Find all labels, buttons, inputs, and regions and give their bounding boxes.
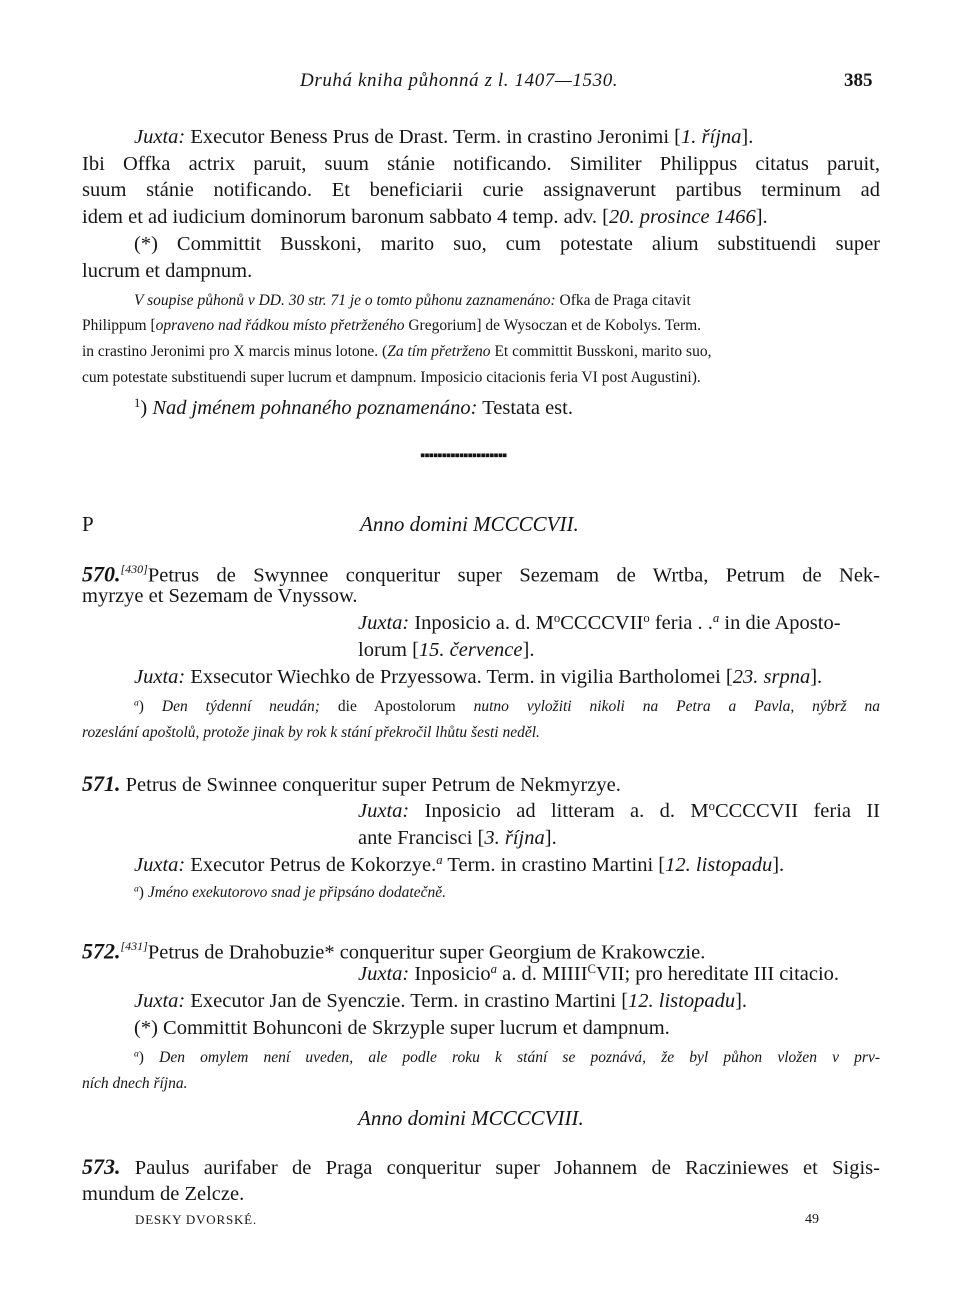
entry-570-juxta-3: Juxta: Exsecutor Wiechko de Przyessowa. Term. in vigilia Bartholomei [23. srpna].: [134, 666, 823, 688]
entry-572-line-1: 572.[431]Petrus de Drahobuzie* conqueritur super Georgium de Krakowczie.: [82, 938, 706, 964]
entry-572-juxta-1: Juxta: Inposicio$^a$ a. d. $MIIII^CVII$; pro hereditate III citacio.: [358, 962, 840, 985]
footnote-1: $^1$) Nad jménem pohnaného poznamenáno: Testata est.: [134, 396, 573, 419]
page-number: 385: [844, 70, 873, 91]
entry-572-number: 572.: [82, 938, 121, 964]
entry-573-line-2: mundum de Zelcze.: [82, 1183, 245, 1205]
block1-line-2: Ibi Offka actrix paruit, suum stánie notificando. Similiter Philippus citatus paruit,: [82, 153, 880, 175]
entry-570-line-2: myrzye et Sezemam de Vnyssow.: [82, 585, 358, 607]
note-line-4: cum potestate substituendi super lucrum et dampnum. Imposicio citacionis feria VI post Augustini).: [82, 369, 701, 386]
entry-570-number: 570.: [82, 561, 121, 587]
section-letter: P: [82, 512, 94, 536]
entry-573-line-1: 573. Paulus aurifaber de Praga conqueritur super Johannem de Racziniewes et Sigis-: [82, 1154, 880, 1179]
section-title-1408: Anno domini MCCCCVIII.: [358, 1106, 584, 1130]
entry-570-juxta-2: lorum [15. července].: [358, 639, 535, 661]
block1-line-6: lucrum et dampnum.: [82, 260, 253, 282]
block1-line-5: (*) Committit Busskoni, marito suo, cum potestate alium substituendi super: [134, 233, 880, 255]
note-line-2: Philippum [opraveno nad řádkou místo přetrženého Gregorium] de Wysoczan et de Kobolys. Term.: [82, 317, 702, 334]
running-head-title: Druhá kniha půhonná z l. 1407—1530.: [300, 70, 619, 91]
entry-570-footnote-a: $^a$) Den týdenní neudán; die Apostolorum nutno vyložiti nikoli na Petra a Pavla, nýbrž na: [134, 697, 881, 715]
entry-571-juxta-3: Juxta: Executor Petrus de Kokorzye.$^a$ Term. in crastino Martini [12. listopadu].: [134, 853, 785, 876]
entry-571-juxta-1: Juxta: Inposicio ad litteram a. d. $M^oCCCCVII$ feria II: [358, 799, 880, 822]
section-separator: ▪▪▪▪▪▪▪▪▪▪▪▪▪▪▪▪▪▪▪▪: [420, 448, 507, 464]
entry-572-footnote-a: $^a$) Den omylem není uveden, ale podle roku k stání se poznává, že byl půhon vložen v prv-: [134, 1048, 880, 1066]
entry-571-footnote-a: $^a$) Jméno exekutorovo snad je připsáno dodatečně.: [134, 883, 446, 901]
block1-line-4: idem et ad iudicium dominorum baronum sabbato 4 temp. adv. [20. prosince 1466].: [82, 206, 768, 228]
entry-570-line-1: 570.[430]Petrus de Swynnee conqueritur super Sezemam de Wrtba, Petrum de Nek-: [82, 561, 880, 587]
entry-572-line-3: (*) Committit Bohunconi de Skrzyple super lucrum et dampnum.: [134, 1017, 670, 1039]
section-title-1407: Anno domini MCCCCVII.: [360, 512, 579, 536]
block1-line-3: suum stánie notificando. Et beneficiarii curie assignaverunt partibus terminum ad: [82, 179, 880, 201]
entry-571-line-1: 571. Petrus de Swinnee conqueritur super Petrum de Nekmyrzye.: [82, 771, 621, 796]
note-line-1: V soupise půhonů v DD. 30 str. 71 je o tomto půhonu zaznamenáno: Ofka de Praga citavit: [134, 292, 691, 309]
entry-572-juxta-2: Juxta: Executor Jan de Syenczie. Term. in crastino Martini [12. listopadu].: [134, 990, 748, 1012]
note-line-3: in crastino Jeronimi pro X marcis minus lotone. (Za tím přetrženo Et committit Busskoni, marito suo,: [82, 343, 712, 360]
footer-signature-number: 49: [805, 1212, 819, 1227]
entry-572-footnote-a-cont: ních dnech října.: [82, 1075, 188, 1092]
footer-signature-left: DESKY DVORSKÉ.: [135, 1212, 257, 1227]
entry-570-footnote-a-cont: rozeslání apoštolů, protože jinak by rok k stání překročil lhůtu šesti neděl.: [82, 724, 540, 741]
entry-571-juxta-2: ante Francisci [3. října].: [358, 827, 557, 849]
entry-571-number: 571.: [82, 771, 121, 796]
block1-line-1: Juxta: Executor Beness Prus de Drast. Term. in crastino Jeronimi [1. října].: [134, 126, 754, 148]
entry-570-juxta-1: Juxta: Inposicio a. d. $M^oCCCCVII^o$ feria . .$^a$ in die Apostо-: [358, 611, 841, 634]
entry-573-number: 573.: [82, 1154, 121, 1179]
